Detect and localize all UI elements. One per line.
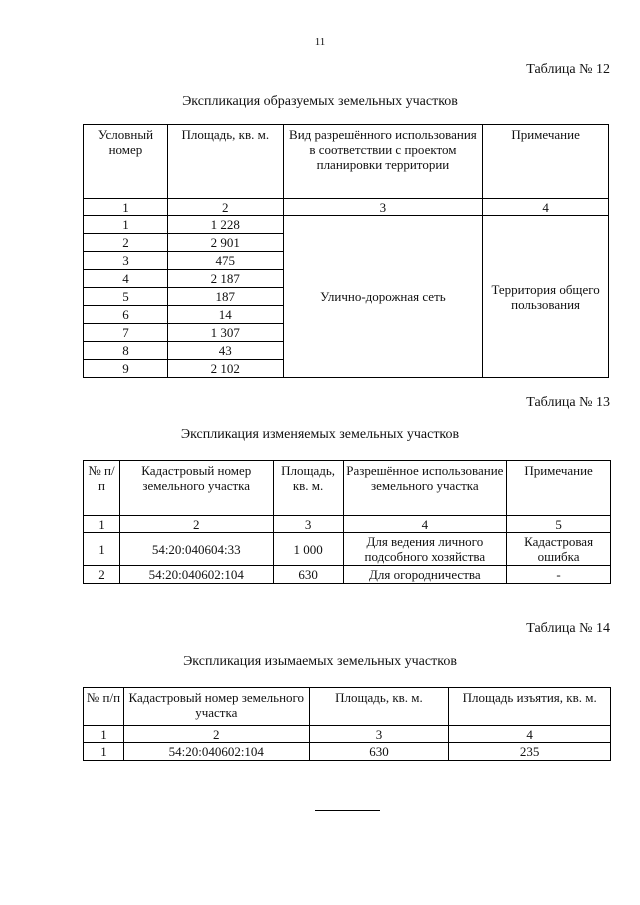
row-area: 2 102: [167, 360, 283, 378]
table14: [83, 687, 611, 761]
row-number: 7: [84, 324, 168, 342]
row-area: 1 228: [167, 216, 283, 234]
row-number: 1: [84, 216, 168, 234]
header-cell: Примечание: [483, 125, 609, 199]
row-area: 14: [167, 306, 283, 324]
row-cadastre: 54:20:040602:104: [123, 743, 309, 761]
table13-colnum-row: [84, 516, 611, 533]
table14-colnum-row: [84, 726, 611, 743]
row-number: 9: [84, 360, 168, 378]
header-cell: Кадастровый номер земельного участка: [119, 461, 273, 516]
col-number: 2: [167, 199, 283, 216]
table12-colnum-row: [84, 199, 609, 216]
row-number: 3: [84, 252, 168, 270]
table-row: [84, 743, 611, 761]
col-number: 3: [283, 199, 483, 216]
header-cell: Площадь, кв. м.: [273, 461, 343, 516]
col-number: 1: [84, 516, 120, 533]
row-cadastre: 54:20:040602:104: [119, 566, 273, 584]
note-cell: Территория общего пользования: [483, 216, 609, 378]
table14-label: Таблица № 14: [526, 621, 610, 636]
col-number: 1: [84, 199, 168, 216]
table13-label: Таблица № 13: [526, 395, 610, 410]
table14-header-row: [84, 688, 611, 726]
table14-title: Экспликация изымаемых земельных участков: [183, 654, 457, 669]
row-number: 1: [84, 533, 120, 566]
col-number: 4: [343, 516, 507, 533]
header-cell: Площадь, кв. м.: [309, 688, 449, 726]
row-note: -: [507, 566, 611, 584]
header-cell: Площадь изъятия, кв. м.: [449, 688, 611, 726]
row-note: Кадастровая ошибка: [507, 533, 611, 566]
end-separator-line: [315, 810, 380, 811]
header-cell: Примечание: [507, 461, 611, 516]
row-number: 8: [84, 342, 168, 360]
header-cell: № п/п: [84, 461, 120, 516]
row-use: Для ведения личного подсобного хозяйства: [343, 533, 507, 566]
header-cell: Условный номер: [84, 125, 168, 199]
header-cell: Разрешённое использование земельного участка: [343, 461, 507, 516]
row-use: Для огородничества: [343, 566, 507, 584]
table12: [83, 124, 609, 378]
row-area: 630: [273, 566, 343, 584]
row-area: 475: [167, 252, 283, 270]
col-number: 4: [449, 726, 611, 743]
row-number: 2: [84, 566, 120, 584]
row-area: 43: [167, 342, 283, 360]
col-number: 1: [84, 726, 124, 743]
table-row: [84, 216, 609, 234]
row-number: 1: [84, 743, 124, 761]
col-number: 3: [273, 516, 343, 533]
table13-header-row: [84, 461, 611, 516]
row-area: 2 187: [167, 270, 283, 288]
table12-header-row: [84, 125, 609, 199]
use-cell: Улично-дорожная сеть: [283, 216, 483, 378]
page-number: 11: [314, 36, 326, 48]
col-number: 2: [123, 726, 309, 743]
col-number: 3: [309, 726, 449, 743]
table13-title: Экспликация изменяемых земельных участков: [180, 427, 460, 442]
table-row: [84, 533, 611, 566]
col-number: 2: [119, 516, 273, 533]
table12-title: Экспликация образуемых земельных участков: [182, 94, 458, 109]
row-seized-area: 235: [449, 743, 611, 761]
row-number: 4: [84, 270, 168, 288]
row-number: 6: [84, 306, 168, 324]
row-number: 5: [84, 288, 168, 306]
header-cell: Вид разрешённого использования в соответствии с проектом планировки территории: [283, 125, 483, 199]
row-cadastre: 54:20:040604:33: [119, 533, 273, 566]
row-area: 1 307: [167, 324, 283, 342]
table-row: [84, 566, 611, 584]
header-cell: № п/п: [84, 688, 124, 726]
table13: [83, 460, 611, 584]
col-number: 4: [483, 199, 609, 216]
row-area: 630: [309, 743, 449, 761]
table12-label: Таблица № 12: [526, 62, 610, 77]
row-area: 2 901: [167, 234, 283, 252]
col-number: 5: [507, 516, 611, 533]
row-number: 2: [84, 234, 168, 252]
header-cell: Площадь, кв. м.: [167, 125, 283, 199]
row-area: 1 000: [273, 533, 343, 566]
row-area: 187: [167, 288, 283, 306]
header-cell: Кадастровый номер земельного участка: [123, 688, 309, 726]
